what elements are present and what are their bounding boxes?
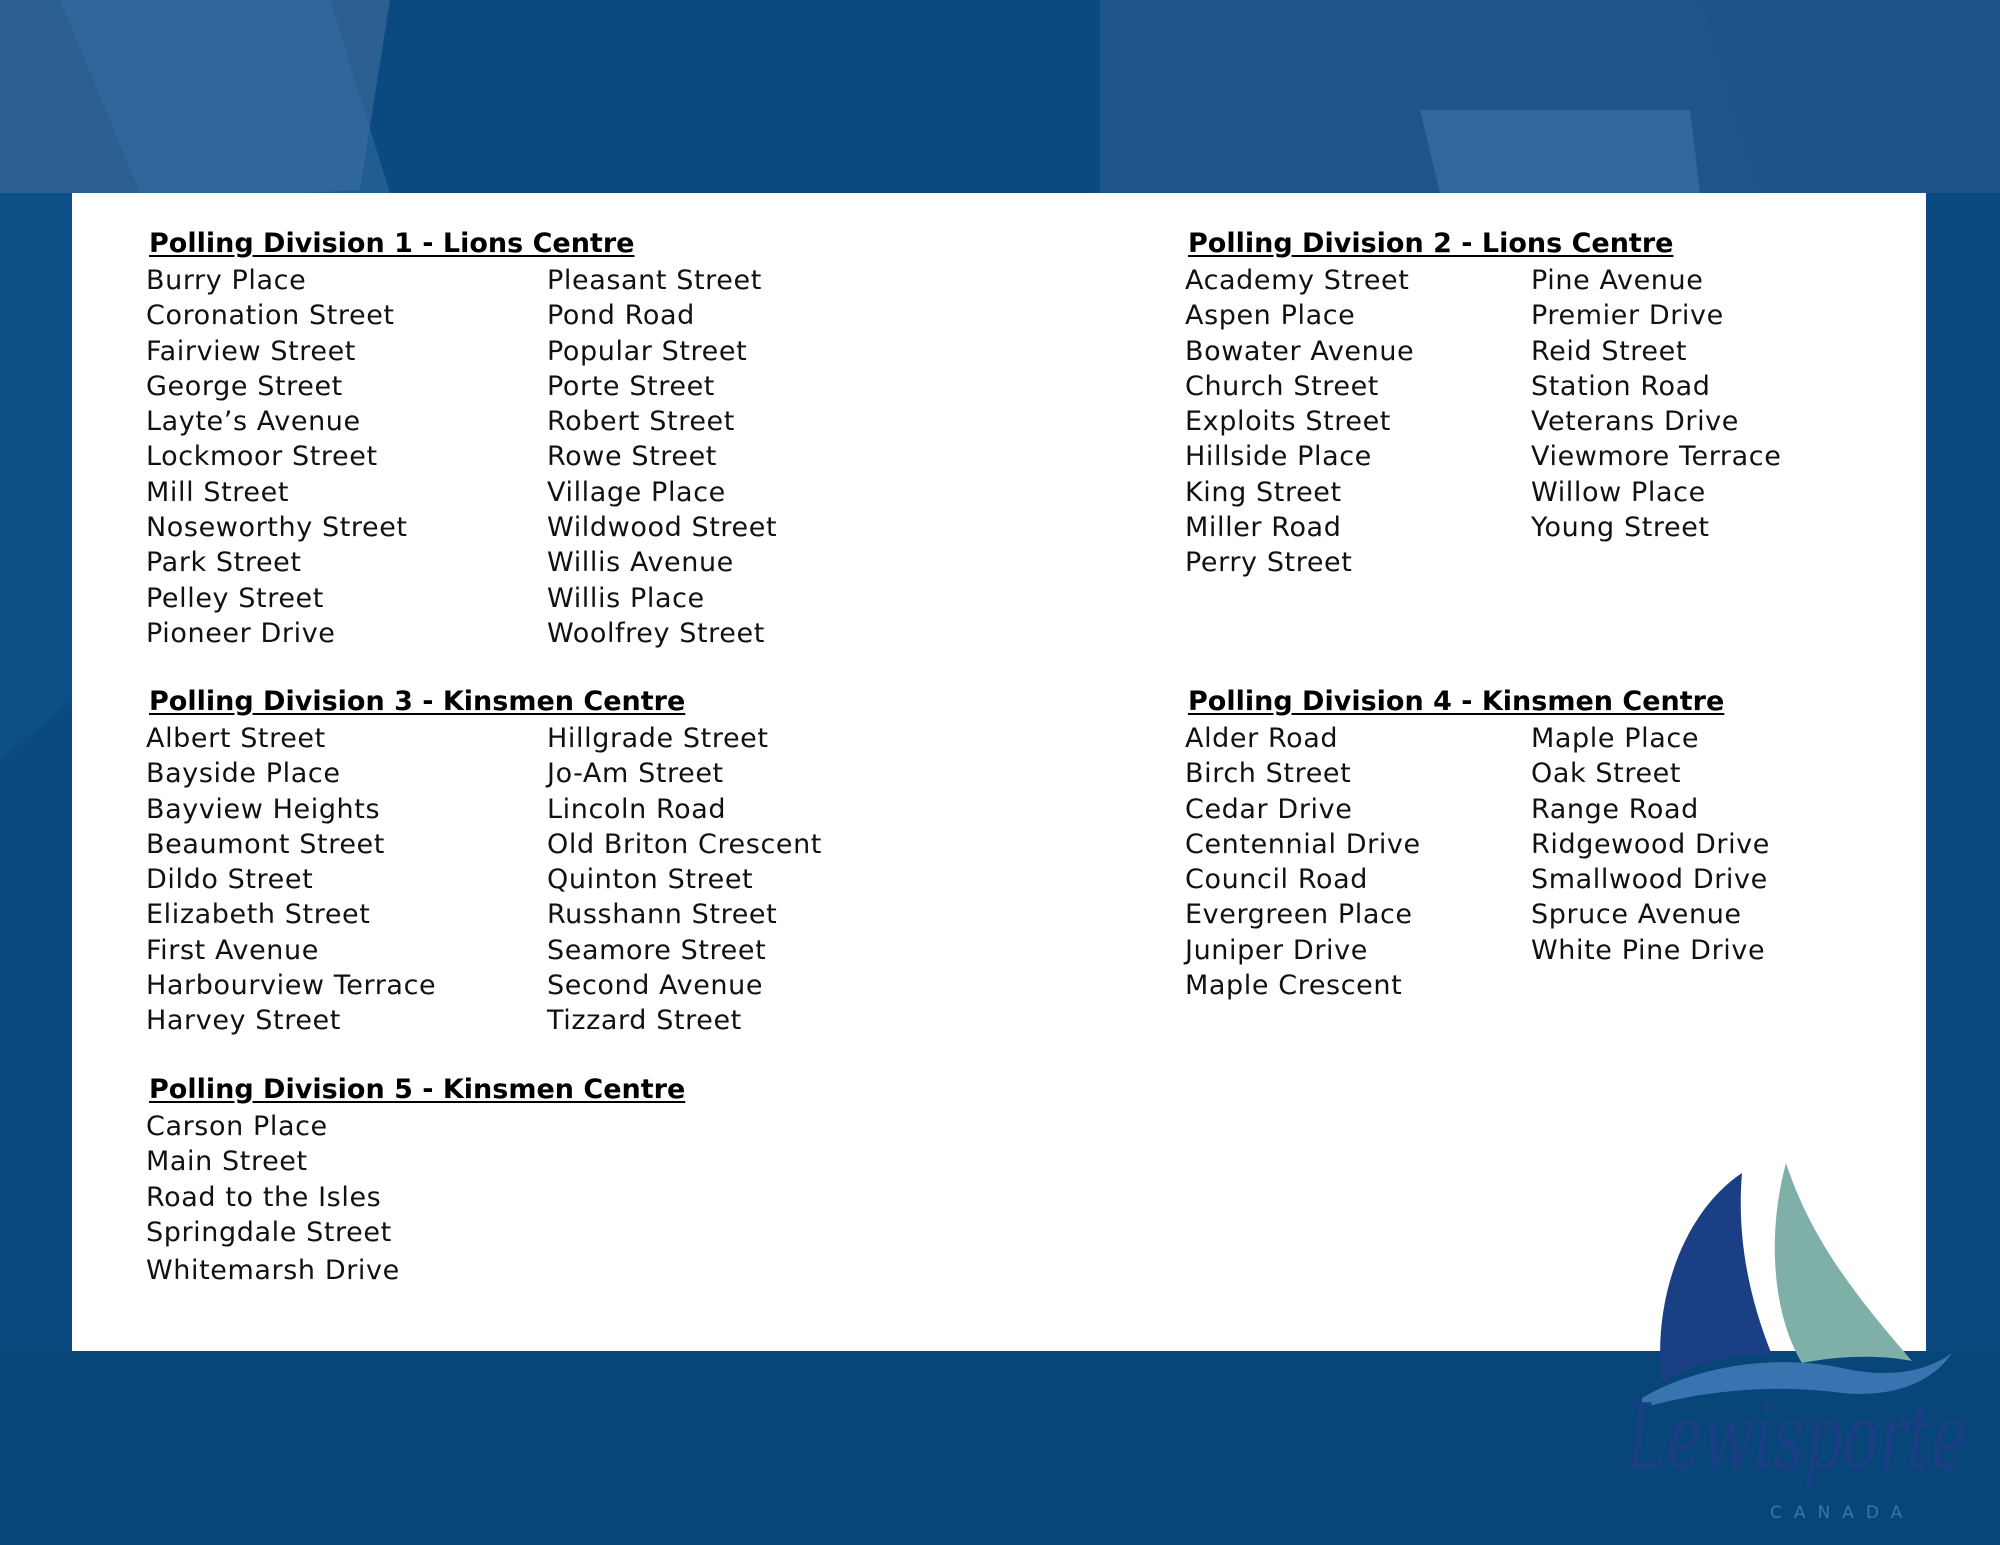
logo-sail-navy xyxy=(1660,1173,1772,1383)
street-name: Lockmoor Street xyxy=(146,441,378,473)
street-name: Cedar Drive xyxy=(1185,793,1353,825)
street-name: Harbourview Terrace xyxy=(146,970,437,1002)
street-name: Coronation Street xyxy=(146,300,395,332)
street-name: George Street xyxy=(146,370,343,402)
street-name: Dildo Street xyxy=(146,864,314,896)
street-name: Spruce Avenue xyxy=(1531,899,1742,931)
polling-division-2 xyxy=(1185,227,1781,581)
street-name: Park Street xyxy=(146,547,302,579)
street-name: Second Avenue xyxy=(547,970,764,1002)
street-name: Exploits Street xyxy=(1185,406,1391,438)
street-name: Pleasant Street xyxy=(547,265,762,296)
street-name: Maple Place xyxy=(1531,723,1700,754)
street-name: Burry Place xyxy=(146,265,307,296)
street-name: Robert Street xyxy=(547,406,735,438)
street-name: Old Briton Crescent xyxy=(547,828,822,860)
street-name: Woolfrey Street xyxy=(547,617,765,649)
street-name: Bowater Avenue xyxy=(1185,335,1415,367)
street-name: Pelley Street xyxy=(146,582,324,614)
division-heading: Polling Division 5 - Kinsmen Centre xyxy=(149,1074,686,1105)
street-name: Reid Street xyxy=(1531,335,1688,367)
street-name: Church Street xyxy=(1185,370,1379,402)
street-name: Willis Avenue xyxy=(547,547,734,579)
street-name: Wildwood Street xyxy=(547,512,778,544)
lewisporte-logo xyxy=(1542,1063,1992,1523)
street-name: Willis Place xyxy=(547,582,705,614)
street-name: Station Road xyxy=(1531,370,1711,402)
street-name: Bayview Heights xyxy=(146,793,381,825)
street-column xyxy=(547,721,822,1039)
street-name: Range Road xyxy=(1531,793,1699,825)
polling-division-3 xyxy=(146,685,822,1039)
street-column xyxy=(1185,721,1531,1003)
street-column xyxy=(1185,263,1531,581)
street-name: Elizabeth Street xyxy=(146,899,371,931)
polling-division-1 xyxy=(146,227,777,651)
street-name: Juniper Drive xyxy=(1185,934,1368,966)
street-column xyxy=(547,263,777,651)
street-name: Hillside Place xyxy=(1185,441,1372,473)
street-name: Academy Street xyxy=(1185,265,1410,296)
street-name: Carson Place xyxy=(146,1111,328,1142)
street-name: Mill Street xyxy=(146,476,290,508)
street-name: Pioneer Drive xyxy=(146,617,336,649)
street-name: Viewmore Terrace xyxy=(1531,441,1782,473)
street-name: Lincoln Road xyxy=(547,793,727,825)
street-name: Premier Drive xyxy=(1531,300,1724,332)
logo-country: CANADA xyxy=(1770,1503,1915,1523)
street-name: Beaumont Street xyxy=(146,828,385,860)
logo-wordmark: Lewisporte xyxy=(1625,1385,1967,1490)
street-name: Miller Road xyxy=(1185,512,1342,544)
street-column xyxy=(146,721,547,1039)
street-name: Birch Street xyxy=(1185,758,1352,790)
division-heading: Polling Division 2 - Lions Centre xyxy=(1188,228,1674,259)
logo-sail-teal xyxy=(1775,1163,1912,1363)
street-name: Oak Street xyxy=(1531,758,1682,790)
street-name: Seamore Street xyxy=(547,934,767,966)
street-name: Rowe Street xyxy=(547,441,717,473)
street-name: Road to the Isles xyxy=(146,1181,382,1213)
street-name: Hillgrade Street xyxy=(547,723,769,754)
street-name: Maple Crescent xyxy=(1185,970,1403,1002)
division-heading: Polling Division 4 - Kinsmen Centre xyxy=(1188,686,1725,717)
street-name: Albert Street xyxy=(146,723,326,754)
street-name: Pine Avenue xyxy=(1531,265,1704,296)
street-name: Perry Street xyxy=(1185,547,1353,579)
street-name: Fairview Street xyxy=(146,335,356,367)
street-name: Village Place xyxy=(547,476,726,508)
street-name: Centennial Drive xyxy=(1185,828,1421,860)
street-name: Springdale Street xyxy=(146,1216,392,1248)
street-name: Quinton Street xyxy=(547,864,754,896)
street-name: Tizzard Street xyxy=(547,1005,742,1037)
street-name: Alder Road xyxy=(1185,723,1339,754)
street-name: Aspen Place xyxy=(1185,300,1356,332)
street-name: Jo-Am Street xyxy=(547,758,724,790)
street-name: First Avenue xyxy=(146,934,319,966)
street-name: Ridgewood Drive xyxy=(1531,828,1770,860)
street-column xyxy=(146,263,547,651)
street-name: Porte Street xyxy=(547,370,715,402)
street-name: Pond Road xyxy=(547,300,695,332)
street-name: Bayside Place xyxy=(146,758,341,790)
street-name: King Street xyxy=(1185,476,1342,508)
street-column xyxy=(1531,721,1770,1003)
street-name: Smallwood Drive xyxy=(1531,864,1768,896)
division-heading: Polling Division 1 - Lions Centre xyxy=(149,228,635,259)
street-name: Russhann Street xyxy=(547,899,778,931)
street-name: Evergreen Place xyxy=(1185,899,1413,931)
street-name: Popular Street xyxy=(547,335,748,367)
street-name: Main Street xyxy=(146,1146,308,1178)
street-name: Noseworthy Street xyxy=(146,512,408,544)
street-name: Willow Place xyxy=(1531,476,1706,508)
street-name: Young Street xyxy=(1531,512,1710,544)
polling-division-5 xyxy=(146,1073,685,1288)
street-column xyxy=(146,1109,400,1288)
street-name: Council Road xyxy=(1185,864,1368,896)
polling-divisions-card xyxy=(72,193,1967,1523)
street-name: Whitemarsh Drive xyxy=(146,1255,400,1287)
street-name: Layte’s Avenue xyxy=(146,406,361,438)
street-name: White Pine Drive xyxy=(1531,934,1766,966)
street-name: Veterans Drive xyxy=(1531,406,1739,438)
street-name: Harvey Street xyxy=(146,1005,341,1037)
street-column xyxy=(1531,263,1781,581)
polling-division-4 xyxy=(1185,685,1770,1003)
division-heading: Polling Division 3 - Kinsmen Centre xyxy=(149,686,686,717)
